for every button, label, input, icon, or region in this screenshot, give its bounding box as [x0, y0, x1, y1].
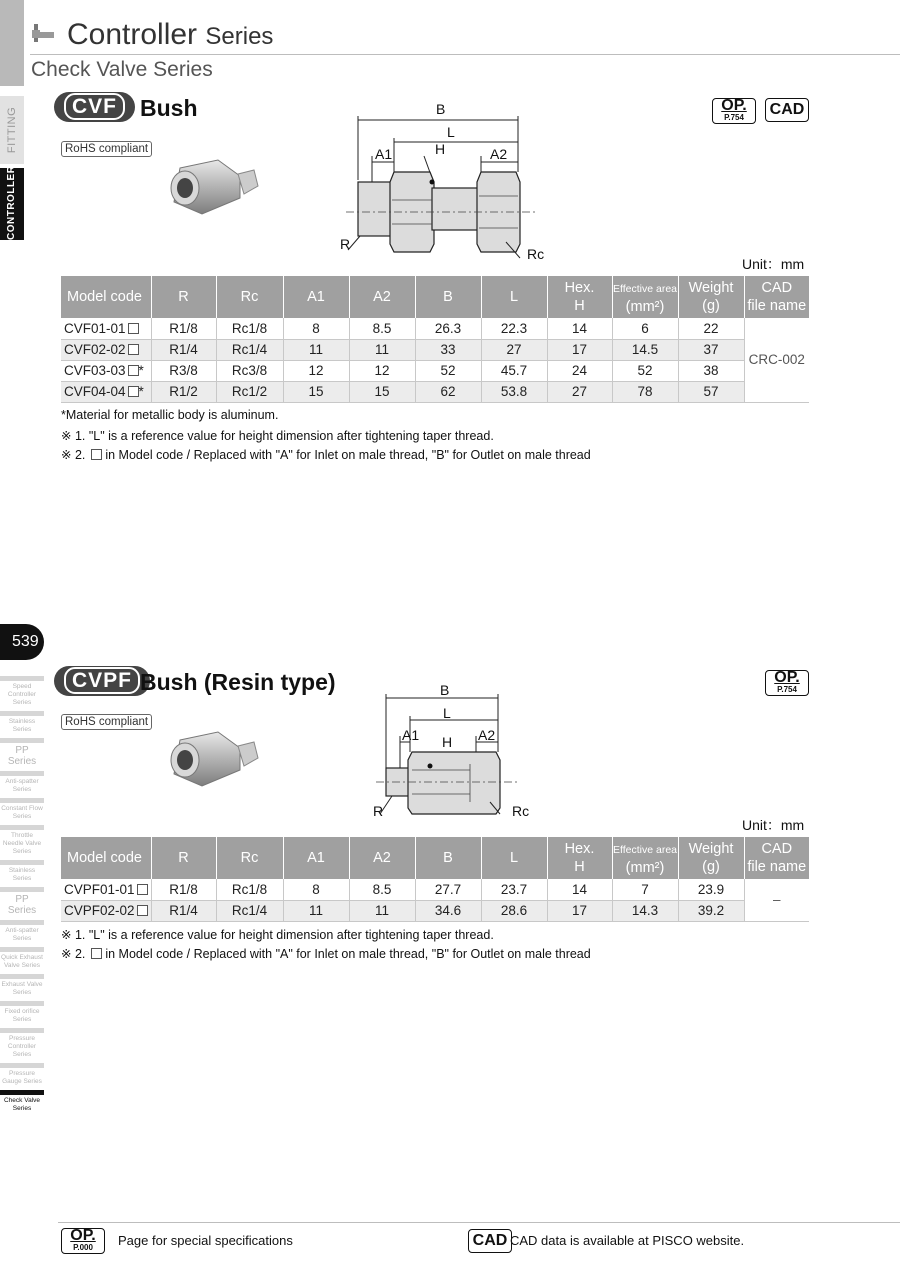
note-2: ※ 2. in Model code / Replaced with "A" for Inlet on male thread, "B" for Outlet on male thread — [61, 448, 591, 462]
col-header: Effective area (mm²) — [612, 276, 678, 318]
sidebar-nav-item[interactable]: Constant Flow Series — [0, 798, 44, 825]
col-header: B — [415, 837, 481, 879]
table-cell: 14 — [547, 879, 612, 900]
table-cell: 8.5 — [349, 879, 415, 900]
dim-label-r: R — [373, 803, 384, 819]
col-header: CAD file name — [744, 276, 809, 318]
table-cell: 27.7 — [415, 879, 481, 900]
table-cell: 57 — [678, 381, 744, 402]
dim-label-h: H — [442, 734, 453, 750]
table-cell: 8.5 — [349, 318, 415, 339]
table-cell: 39.2 — [678, 900, 744, 921]
sidebar-series-nav — [0, 676, 44, 1117]
dim-label-r: R — [340, 236, 351, 252]
sidebar-nav-item[interactable]: PP Series — [0, 738, 44, 771]
dim-label-l: L — [447, 124, 455, 140]
table-cell: Rc1/4 — [216, 339, 283, 360]
table-cell: Rc1/2 — [216, 381, 283, 402]
table-cell: 26.3 — [415, 318, 481, 339]
cvf-title: Bush — [140, 95, 198, 121]
col-header: Rc — [216, 837, 283, 879]
col-header: L — [481, 837, 547, 879]
table-cell: 28.6 — [481, 900, 547, 921]
table-cell: 8 — [283, 879, 349, 900]
table-cell: 37 — [678, 339, 744, 360]
col-header: B — [415, 276, 481, 318]
dim-label-b: B — [440, 682, 450, 698]
cvpf-spec-table — [61, 837, 809, 922]
table-cell: 62 — [415, 381, 481, 402]
table-cell: Rc1/8 — [216, 879, 283, 900]
col-header: A1 — [283, 276, 349, 318]
model-cell: CVF02-02 — [61, 339, 151, 360]
model-cell: CVF04-04 * — [61, 381, 151, 402]
table-cell: 7 — [612, 879, 678, 900]
cad-file-cell: – — [744, 879, 809, 921]
page-subtitle: Check Valve Series — [31, 58, 213, 81]
table-cell: 45.7 — [481, 360, 547, 381]
sidebar-nav-item[interactable]: Fixed orifice Series — [0, 1001, 44, 1028]
sidebar-nav-item[interactable]: Exhaust Valve Series — [0, 974, 44, 1001]
cvf-badge: CVF — [54, 92, 135, 122]
table-cell: 12 — [349, 360, 415, 381]
table-cell: R1/8 — [151, 318, 216, 339]
table-cell: R1/4 — [151, 900, 216, 921]
page-title: Controller Series — [67, 18, 274, 51]
unit-label: Unit：mm — [742, 256, 805, 272]
sidebar-nav-item[interactable]: Anti-spatter Series — [0, 771, 44, 798]
rohs-badge: RoHS compliant — [61, 714, 152, 730]
col-header: Effective area (mm²) — [612, 837, 678, 879]
col-header: Hex. H — [547, 837, 612, 879]
table-cell: 14.5 — [612, 339, 678, 360]
table-cell: 11 — [349, 900, 415, 921]
table-cell: 52 — [612, 360, 678, 381]
table-cell: 17 — [547, 339, 612, 360]
note-1: ※ 1. "L" is a reference value for height dimension after tightening taper thread. — [61, 928, 494, 942]
table-cell: 78 — [612, 381, 678, 402]
table-cell: 23.7 — [481, 879, 547, 900]
sidebar-tab-fitting[interactable]: FITTING — [0, 96, 24, 164]
col-header: R — [151, 837, 216, 879]
col-header: A1 — [283, 837, 349, 879]
col-header: Weight (g) — [678, 276, 744, 318]
table-cell: 14 — [547, 318, 612, 339]
col-header: Weight (g) — [678, 837, 744, 879]
table-cell: 38 — [678, 360, 744, 381]
cvf-product-image — [160, 158, 260, 226]
table-cell: 27 — [547, 381, 612, 402]
table-row — [61, 381, 809, 402]
controller-fitting-icon — [31, 22, 57, 44]
col-header: Rc — [216, 276, 283, 318]
table-cell: 11 — [283, 339, 349, 360]
table-cell: Rc1/8 — [216, 318, 283, 339]
sidebar-nav-item[interactable]: Check Valve Series — [0, 1090, 44, 1117]
header-divider — [30, 54, 900, 55]
col-header: Model code — [61, 837, 151, 879]
model-cell: CVPF02-02 — [61, 900, 151, 921]
sidebar-nav-item[interactable]: Stainless Series — [0, 711, 44, 738]
table-cell: R1/8 — [151, 879, 216, 900]
unit-label: Unit：mm — [742, 817, 805, 833]
dim-label-h: H — [435, 141, 446, 157]
col-header: A2 — [349, 276, 415, 318]
header-gray-tab — [0, 0, 24, 86]
op-badge[interactable]: OP. P.754 — [712, 98, 756, 124]
dim-label-a1: A1 — [375, 146, 393, 162]
table-cell: 17 — [547, 900, 612, 921]
footer-cad-badge: CAD — [468, 1229, 512, 1253]
dim-label-a2: A2 — [478, 727, 496, 743]
col-header: L — [481, 276, 547, 318]
sidebar-nav-item[interactable]: Pressure Gauge Series — [0, 1063, 44, 1090]
table-row — [61, 339, 809, 360]
footer-divider — [58, 1222, 900, 1223]
op-badge[interactable]: OP. P.754 — [765, 670, 809, 696]
note-material: *Material for metallic body is aluminum. — [61, 408, 279, 422]
dim-label-l: L — [443, 705, 451, 721]
table-cell: 24 — [547, 360, 612, 381]
sidebar-nav-item[interactable]: Throttle Needle Valve Series — [0, 825, 44, 860]
table-cell: 15 — [349, 381, 415, 402]
table-cell: 33 — [415, 339, 481, 360]
cvpf-title: Bush (Resin type) — [140, 669, 336, 695]
table-cell: 11 — [349, 339, 415, 360]
table-cell: 12 — [283, 360, 349, 381]
table-cell: 22 — [678, 318, 744, 339]
rohs-badge: RoHS compliant — [61, 141, 152, 157]
table-cell: 27 — [481, 339, 547, 360]
dim-label-a1: A1 — [402, 727, 420, 743]
footer-cad-text: CAD data is available at PISCO website. — [510, 1233, 745, 1248]
table-cell: 23.9 — [678, 879, 744, 900]
dim-label-b: B — [436, 101, 446, 117]
dim-label-a2: A2 — [490, 146, 508, 162]
table-cell: 11 — [283, 900, 349, 921]
table-header-row — [61, 837, 809, 879]
table-cell: 8 — [283, 318, 349, 339]
table-cell: Rc3/8 — [216, 360, 283, 381]
table-cell: 6 — [612, 318, 678, 339]
col-header: CAD file name — [744, 837, 809, 879]
cvf-spec-table — [61, 276, 809, 403]
sidebar-tab-controller[interactable]: CONTROLLER — [0, 168, 24, 240]
cvf-dimension-drawing — [336, 100, 556, 266]
sidebar-nav-item[interactable]: PP Series — [0, 887, 44, 920]
col-header: Hex. H — [547, 276, 612, 318]
dim-label-rc: Rc — [527, 246, 545, 262]
sidebar-nav-item[interactable]: Stainless Series — [0, 860, 44, 887]
table-cell: Rc1/4 — [216, 900, 283, 921]
footer-op-text: Page for special specifications — [118, 1233, 293, 1248]
table-cell: R1/4 — [151, 339, 216, 360]
dim-label-rc: Rc — [512, 803, 530, 819]
table-row — [61, 360, 809, 381]
cad-badge[interactable]: CAD — [765, 98, 809, 122]
table-cell: R3/8 — [151, 360, 216, 381]
sidebar-nav-item[interactable]: Speed Controller Series — [0, 676, 44, 711]
footer-op-badge: OP. P.000 — [61, 1228, 105, 1254]
note-1: ※ 1. "L" is a reference value for height dimension after tightening taper thread. — [61, 429, 494, 443]
table-cell: 14.3 — [612, 900, 678, 921]
cvpf-product-image — [160, 730, 260, 798]
model-cell: CVF01-01 — [61, 318, 151, 339]
table-cell: 22.3 — [481, 318, 547, 339]
sidebar-nav-item[interactable]: Pressure Controller Series — [0, 1028, 44, 1063]
table-cell: R1/2 — [151, 381, 216, 402]
col-header: A2 — [349, 837, 415, 879]
page-number: 539 — [0, 624, 44, 660]
table-cell: 34.6 — [415, 900, 481, 921]
model-cell: CVPF01-01 — [61, 879, 151, 900]
table-cell: 15 — [283, 381, 349, 402]
table-row — [61, 879, 809, 900]
table-row — [61, 900, 809, 921]
table-row — [61, 318, 809, 339]
sidebar-nav-item[interactable]: Anti-spatter Series — [0, 920, 44, 947]
table-cell: 52 — [415, 360, 481, 381]
cad-file-cell: CRC-002 — [744, 318, 809, 402]
note-2: ※ 2. in Model code / Replaced with "A" for Inlet on male thread, "B" for Outlet on male thread — [61, 947, 591, 961]
col-header: R — [151, 276, 216, 318]
model-cell: CVF03-03 * — [61, 360, 151, 381]
table-cell: 53.8 — [481, 381, 547, 402]
sidebar-nav-item[interactable]: Quick Exhaust Valve Series — [0, 947, 44, 974]
table-header-row — [61, 276, 809, 318]
cvpf-badge: CVPF — [54, 666, 150, 696]
col-header: Model code — [61, 276, 151, 318]
